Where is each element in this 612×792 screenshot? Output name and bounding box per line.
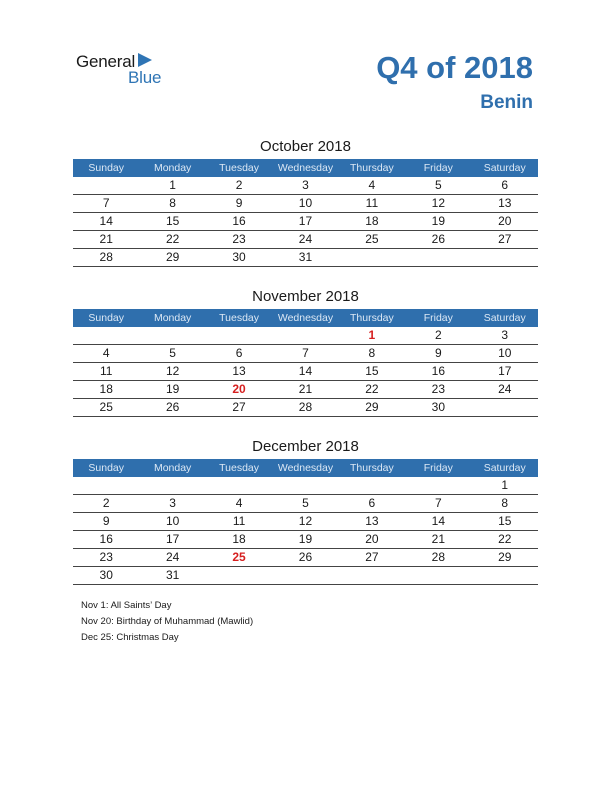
week-row: [73, 513, 538, 531]
day-cell: 13: [498, 196, 512, 210]
day-cell: 26: [298, 550, 313, 564]
day-cell: 16: [431, 364, 445, 378]
day-cell: 15: [498, 514, 512, 528]
empty-cell: [206, 567, 272, 584]
day-cell: 2: [434, 328, 442, 342]
weekday-header: [73, 309, 538, 327]
day-cell: 20: [232, 382, 246, 396]
day-cell: 16: [232, 214, 246, 228]
day-cell: 12: [431, 196, 445, 210]
week-row: [73, 177, 538, 195]
day-cell: 25: [99, 400, 113, 414]
empty-cell: [339, 477, 405, 494]
day-cell: 2: [102, 496, 110, 510]
week-row: [73, 249, 538, 267]
weekday-label: Saturday: [483, 312, 526, 324]
day-cell: 20: [365, 532, 379, 546]
day-cell: 10: [165, 514, 180, 528]
week-row: [73, 345, 538, 363]
empty-cell: [472, 567, 538, 584]
day-cell: 4: [235, 496, 243, 510]
day-cell: 14: [99, 214, 113, 228]
weekday-label: Friday: [423, 312, 453, 324]
month-october: [73, 137, 538, 267]
day-cell: 22: [165, 232, 180, 246]
day-cell: 7: [102, 196, 110, 210]
weekday-label: Wednesday: [277, 312, 334, 324]
weekday-header: [73, 459, 538, 477]
weekday-label: Friday: [423, 162, 453, 174]
weekday-label: Sunday: [88, 162, 125, 174]
day-cell: 5: [169, 346, 176, 360]
empty-cell: [339, 249, 405, 266]
week-row: [73, 195, 538, 213]
day-cell: 27: [365, 550, 379, 564]
weekday-label: Wednesday: [277, 462, 334, 474]
empty-cell: [206, 477, 272, 494]
day-cell: 22: [498, 532, 512, 546]
day-cell: 13: [232, 364, 246, 378]
day-cell: 29: [165, 250, 180, 264]
day-cell: 25: [232, 550, 246, 564]
month-november: [73, 287, 538, 417]
weekday-label: Saturday: [483, 162, 526, 174]
weekday-label: Monday: [153, 162, 192, 174]
day-cell: 6: [501, 178, 509, 192]
week-row: [73, 531, 538, 549]
day-cell: 14: [298, 364, 313, 378]
day-cell: 13: [365, 514, 379, 528]
empty-cell: [272, 327, 338, 344]
weekday-label: Monday: [153, 312, 192, 324]
day-cell: 3: [501, 328, 509, 342]
day-cell: 9: [102, 514, 110, 528]
day-cell: 18: [99, 382, 113, 396]
week-row: [73, 567, 538, 585]
weekday-label: Friday: [423, 462, 453, 474]
day-cell: 29: [498, 550, 512, 564]
day-cell: 18: [365, 214, 379, 228]
day-cell: 25: [365, 232, 379, 246]
day-cell: 24: [165, 550, 180, 564]
weekday-label: Thursday: [350, 462, 394, 474]
week-row: [73, 495, 538, 513]
day-cell: 7: [302, 346, 309, 360]
day-cell: 11: [365, 196, 379, 210]
day-cell: 23: [431, 382, 445, 396]
empty-cell: [339, 567, 405, 584]
week-row: [73, 327, 538, 345]
day-cell: 8: [368, 346, 376, 360]
day-cell: 17: [165, 532, 180, 546]
day-cell: 8: [501, 496, 509, 510]
day-cell: 23: [99, 550, 113, 564]
day-cell: 28: [99, 250, 113, 264]
weekday-label: Wednesday: [277, 162, 334, 174]
empty-cell: [272, 567, 338, 584]
day-cell: 9: [434, 346, 442, 360]
empty-cell: [73, 177, 139, 194]
day-cell: 17: [298, 214, 313, 228]
day-cell: 1: [169, 178, 176, 192]
holiday-notes: [81, 598, 253, 646]
day-cell: 5: [434, 178, 442, 192]
empty-cell: [139, 327, 205, 344]
day-cell: 27: [232, 400, 246, 414]
day-cell: 3: [302, 178, 309, 192]
day-cell: 18: [232, 532, 246, 546]
day-cell: 27: [498, 232, 512, 246]
day-cell: 19: [298, 532, 313, 546]
weekday-header: [73, 159, 538, 177]
day-cell: 11: [99, 364, 113, 378]
empty-cell: [73, 477, 139, 494]
week-row: [73, 231, 538, 249]
day-cell: 15: [365, 364, 379, 378]
logo: [76, 52, 176, 92]
day-cell: 6: [368, 496, 376, 510]
day-cell: 16: [99, 532, 113, 546]
day-cell: 30: [232, 250, 246, 264]
empty-cell: [472, 249, 538, 266]
week-row: [73, 549, 538, 567]
day-cell: 8: [169, 196, 176, 210]
day-cell: 24: [298, 232, 313, 246]
day-cell: 14: [431, 514, 445, 528]
logo-blue-text: Blue: [128, 68, 162, 87]
weekday-label: Tuesday: [219, 312, 259, 324]
week-row: [73, 213, 538, 231]
logo-general-text: General: [76, 52, 136, 71]
empty-cell: [405, 249, 471, 266]
day-cell: 22: [365, 382, 379, 396]
empty-cell: [472, 399, 538, 416]
day-cell: 30: [431, 400, 445, 414]
empty-cell: [206, 327, 272, 344]
month-title: December 2018: [252, 438, 359, 455]
weekday-label: Tuesday: [219, 162, 259, 174]
weekday-label: Monday: [153, 462, 192, 474]
day-cell: 10: [498, 346, 512, 360]
day-cell: 19: [165, 382, 180, 396]
day-cell: 4: [102, 346, 110, 360]
day-cell: 28: [298, 400, 313, 414]
month-december: [73, 437, 538, 585]
day-cell: 19: [431, 214, 445, 228]
day-cell: 24: [498, 382, 512, 396]
day-cell: 17: [498, 364, 512, 378]
empty-cell: [139, 477, 205, 494]
empty-cell: [272, 477, 338, 494]
day-cell: 9: [235, 196, 243, 210]
logo-flag-icon: [138, 53, 152, 67]
day-cell: 31: [298, 250, 313, 264]
weekday-label: Sunday: [88, 462, 125, 474]
month-title: October 2018: [260, 138, 351, 155]
day-cell: 15: [165, 214, 180, 228]
day-cell: 3: [169, 496, 176, 510]
empty-cell: [73, 327, 139, 344]
empty-cell: [405, 567, 471, 584]
day-cell: 10: [298, 196, 313, 210]
week-row: [73, 381, 538, 399]
weekday-label: Saturday: [483, 462, 526, 474]
day-cell: 28: [431, 550, 445, 564]
weekday-label: Thursday: [350, 312, 394, 324]
day-cell: 30: [99, 568, 113, 582]
day-cell: 26: [431, 232, 445, 246]
weekday-label: Thursday: [350, 162, 394, 174]
day-cell: 2: [235, 178, 243, 192]
empty-cell: [405, 477, 471, 494]
week-row: [73, 477, 538, 495]
day-cell: 23: [232, 232, 246, 246]
day-cell: 4: [368, 178, 376, 192]
weekday-label: Sunday: [88, 312, 125, 324]
day-cell: 21: [99, 232, 113, 246]
day-cell: 1: [501, 478, 509, 492]
day-cell: 12: [298, 514, 313, 528]
holiday-note: Dec 25: Christmas Day: [81, 632, 179, 643]
day-cell: 7: [434, 496, 442, 510]
day-cell: 5: [302, 496, 309, 510]
day-cell: 21: [298, 382, 313, 396]
country-name: Benin: [480, 92, 533, 113]
day-cell: 31: [165, 568, 180, 582]
page-title: Q4 of 2018: [376, 50, 533, 85]
day-cell: 29: [365, 400, 379, 414]
month-title: November 2018: [252, 288, 359, 305]
day-cell: 1: [368, 328, 376, 342]
week-row: [73, 363, 538, 381]
holiday-note: Nov 20: Birthday of Muhammad (Mawlid): [81, 616, 254, 627]
day-cell: 20: [498, 214, 512, 228]
day-cell: 21: [431, 532, 445, 546]
day-cell: 26: [165, 400, 180, 414]
week-row: [73, 399, 538, 417]
day-cell: 6: [235, 346, 243, 360]
day-cell: 12: [165, 364, 180, 378]
day-cell: 11: [232, 514, 246, 528]
holiday-note: Nov 1: All Saints’ Day: [81, 600, 172, 611]
weekday-label: Tuesday: [219, 462, 259, 474]
